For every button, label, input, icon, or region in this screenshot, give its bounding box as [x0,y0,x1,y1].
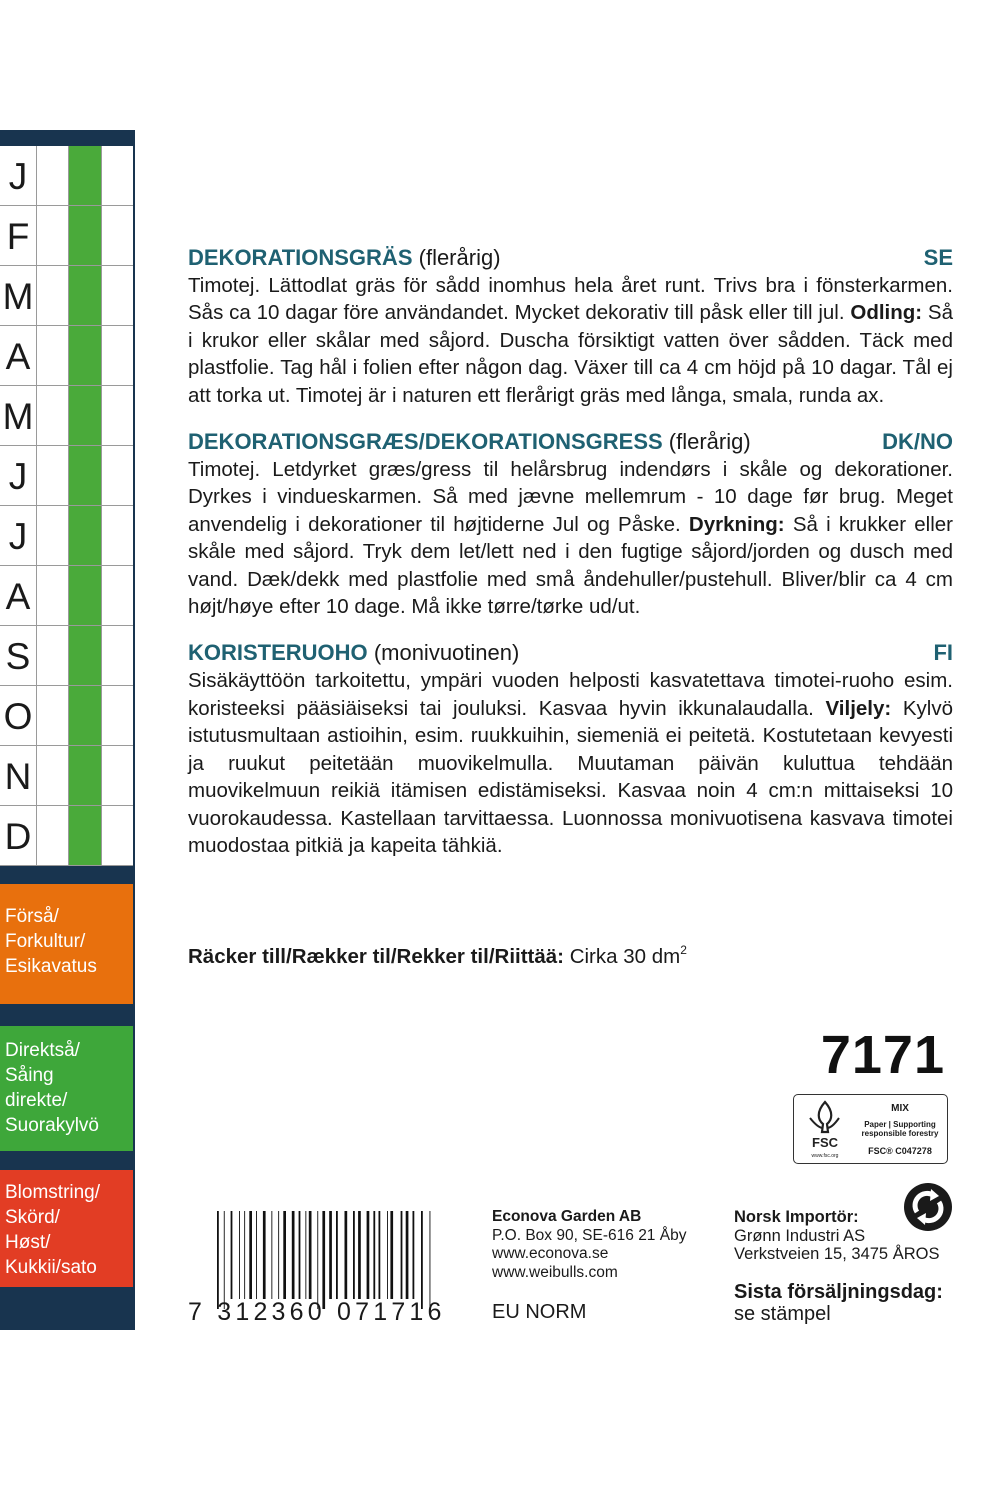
section-title: KORISTERUOHO [188,640,368,666]
coverage-unit-exponent: 2 [680,943,687,957]
barcode-bar [224,1211,225,1309]
barcode-bar [345,1211,348,1299]
importer-name: Grønn Industri AS [734,1226,866,1245]
barcode-bar [263,1211,266,1299]
language-code: DK/NO [882,429,953,455]
section-se [188,244,953,409]
month-letter: A [5,576,31,617]
company-address: P.O. Box 90, SE-616 21 Åby [492,1226,687,1244]
sell-by-label: Sista försäljningsdag: [734,1281,943,1303]
month-row [0,386,133,446]
fsc-label [793,1094,948,1164]
body-text: Så i krukor eller skålar med såjord. Duscha försiktigt vatten över sådden. Täck med plastfolie. Tag hål i folien efter någon dag. Växer till ca 4 cm höjd på 10 dagar. Tål ej att torka ut. Timotej är i naturen ett flerårigt gräs med långa, smala, runda ax. [188,301,953,407]
language-code: FI [933,640,953,666]
coverage-label: Räcker till/Rækker til/Rekker til/Riittää: [188,945,564,968]
body-bold: Dyrkning: [688,512,785,536]
fsc-line-1: Paper | Supporting [864,1120,936,1129]
month-row [0,506,133,566]
legend-bloom-line: Kukkii/sato [5,1257,97,1278]
sell-by-value: se stämpel [734,1303,831,1325]
barcode-bar [244,1211,245,1299]
section-title: DEKORATIONSGRÆS/DEKORATIONSGRESS [188,429,663,455]
section-heading [188,428,953,456]
barcode-bar [271,1211,272,1299]
importer-info [734,1208,939,1264]
barcode-bar [309,1211,312,1299]
month-row [0,806,133,866]
month-letter: J [8,516,28,557]
month-row [0,746,133,806]
barcode-bar [406,1211,409,1299]
body-text: Sisäkäyttöön tarkoitettu, ympäri vuoden helposti kasvatettava timotei-ruoho esim. koristeeksi pääsiäiseksi tai jouluksi. Kasvaa hyvin ikkunalaudalla. [188,669,953,720]
language-code: SE [923,245,953,270]
fsc-mix: MIX [891,1103,909,1114]
sell-by-info [734,1281,943,1325]
month-letter: J [8,456,28,497]
coverage [188,943,687,969]
barcode-bar [353,1211,355,1299]
section-subtitle: (monivuotinen) [373,640,520,666]
fsc-tree-icon [798,1098,853,1160]
section-title: DEKORATIONSGRÄS [188,245,413,270]
legend-bloom [0,1170,133,1287]
legend-sow-line: Förså/ [5,906,59,927]
month-row [0,146,133,206]
section-subtitle: (flerårig) [668,429,751,455]
barcode-number: 7 312360 071716 [188,1298,446,1326]
barcode-bar [401,1211,403,1299]
month-letter: D [4,816,32,857]
coverage-value: Cirka 30 dm [569,945,681,968]
month-row [0,326,133,386]
month-letter: O [3,696,33,737]
legend-direct-line: Suorakylvö [5,1115,99,1136]
barcode-bar [322,1211,325,1309]
barcode-bar [317,1211,318,1309]
article-number: 7171 [820,1025,945,1085]
section-heading [188,244,953,272]
barcode-bar [249,1211,252,1299]
legend-bloom-line: Høst/ [5,1232,51,1253]
barcode-bar [239,1211,240,1299]
section-heading [188,639,953,667]
barcode-bar [292,1211,295,1299]
month-row [0,446,133,506]
month-row [0,686,133,746]
body-bold: Odling: [850,301,923,325]
description-content [188,244,953,878]
legend-sow-line: Esikavatus [5,956,97,977]
fsc-line-2: responsible forestry [861,1129,939,1138]
eu-norm: EU NORM [492,1301,587,1323]
barcode-bar [217,1211,219,1309]
barcode-bar [278,1211,279,1299]
section-body [188,272,953,409]
month-row [0,206,133,266]
month-row [0,626,133,686]
barcode-bar [283,1211,286,1299]
barcode-bar [231,1211,233,1299]
legend-direct-line: Såing [5,1065,54,1086]
barcode-bar [421,1211,423,1309]
legend-sow [0,884,133,1004]
body-text: Så i krukker eller skåle med såjord. Tryk dem let/lett ned i den fugtige såjord/jorden og dusch med vand. Dæk/dekk med plastfolie med små åndehuller/pustehull. Bliver/blir ca 4 cm højt/høye efter 10 dage. Må ikke tørre/tørke ud/ut. [188,512,953,619]
section-body [188,667,953,859]
barcode-bar [390,1211,393,1299]
body-text: Timotej. Lättodlat gräs för sådd inomhus hela året runt. Trivs bra i fönsterkarmen. Sås ca 10 dagar före användandet. Mycket dekorativ till påsk eller till jul. [188,274,953,325]
section-fi [188,639,953,859]
month-letter: F [6,216,30,257]
section-subtitle: (flerårig) [418,245,501,270]
fsc-url: www.fsc.org [811,1153,839,1159]
importer-address: Verkstveien 15, 3475 ÅROS [734,1245,940,1263]
barcode-bar [413,1211,415,1299]
fsc-description [856,1120,944,1138]
barcode-bar [430,1211,431,1309]
company-info [492,1208,686,1282]
month-letter: M [2,276,34,317]
barcode-bar [367,1211,370,1299]
month-letter: N [4,756,32,797]
legend-direct-line: Direktså/ [5,1040,80,1061]
section-body [188,456,953,620]
month-row [0,566,133,626]
month-row [0,266,133,326]
section-dk-no [188,428,953,620]
barcode-bar [329,1211,332,1299]
fsc-logo-text: FSC [812,1135,838,1150]
barcode [215,1211,437,1309]
fsc-code: FSC® C047278 [868,1146,932,1156]
barcode-bar [373,1211,375,1299]
barcode-bar [379,1211,381,1299]
month-letter: M [2,396,34,437]
legend-sow-line: Forkultur/ [5,931,86,952]
company-web-1: www.econova.se [492,1245,609,1262]
barcode-bar [305,1211,306,1299]
legend-bloom-line: Blomstring/ [5,1182,101,1203]
barcode-bar [299,1211,301,1299]
company-name: Econova Garden AB [492,1208,642,1225]
month-letter: A [5,336,31,377]
body-bold: Viljely: [825,696,892,720]
importer-label: Norsk Importör: [734,1208,859,1226]
body-text: Timotej. Letdyrket græs/gress til helårsbrug indendørs i skåle og dekorationer. Dyrkes i vindueskarmen. Så med jævne mellemrum - 10 dage før brug. Meget anvendelig i dekorationer til højtiderne Jul og Påske. [188,458,953,536]
legend-bloom-line: Skörd/ [5,1207,60,1228]
body-text: Kylvö istutusmultaan astioihin, esim. ruukkuihin, siemeniä ei peitetä. Kostutetaan kevyesti ja ruukut peitetään muovikelmulla. Muutaman päivän kuluttua tehdään muovikelmuun reikiä itämisen edistämiseksi. Kasvaa noin 4 cm:n mittaiseksi 10 vuorokaudessa. Kastellaan tarvittaessa. Luonnossa monivuotisena kasvava timotei muodostaa pitkiä ja kapeita tähkiä. [188,696,953,857]
legend-direct-line: direkte/ [5,1090,68,1111]
barcode-bar [387,1211,388,1299]
legend-direct-sow [0,1026,133,1151]
month-letter: J [8,156,28,197]
company-web-2: www.weibulls.com [492,1263,618,1281]
barcode-bar [336,1211,338,1299]
barcode-bar [256,1211,257,1299]
month-letter: S [5,636,31,677]
barcode-bar [358,1211,361,1299]
